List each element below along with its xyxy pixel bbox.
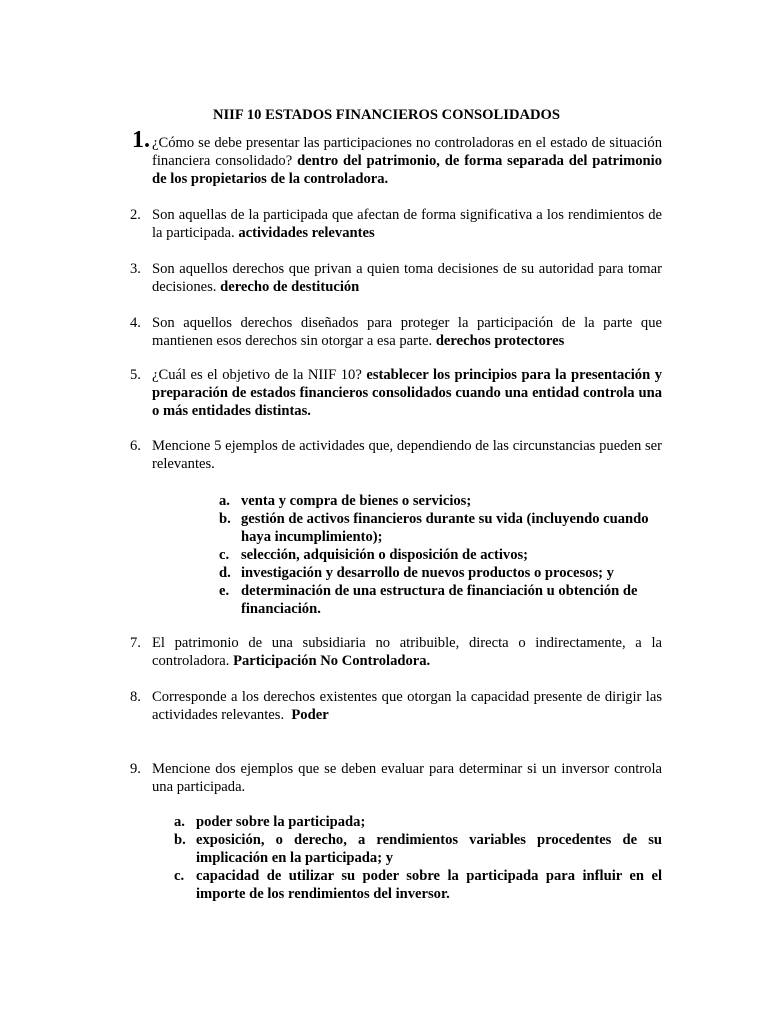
list-item xyxy=(219,492,659,510)
list-item-text: selección, adquisición o disposición de activos; xyxy=(241,547,529,563)
question-text xyxy=(152,134,662,188)
question-prompt: ¿Cómo se debe presentar las participaciones no controladoras en el estado de situación financiera consolidado? xyxy=(152,135,662,169)
question-text xyxy=(152,437,662,473)
question-text xyxy=(152,314,662,350)
question-prompt: Mencione 5 ejemplos de actividades que, dependiendo de las circunstancias pueden ser relevantes. xyxy=(152,438,662,472)
list-item-text: capacidad de utilizar su poder sobre la participada para influir en el importe de los rendimientos del inversor. xyxy=(196,868,662,902)
question-5 xyxy=(130,366,662,420)
question-number: 6. xyxy=(130,438,141,454)
list-item-text: venta y compra de bienes o servicios; xyxy=(241,493,472,509)
question-answer: derecho de destitución xyxy=(220,279,360,295)
question-answer: establecer los principios para la presentación y preparación de estados financieros consolidados cuando una entidad controla una o más entidades distintas. xyxy=(152,367,663,419)
question-prompt: Corresponde a los derechos existentes que otorgan la capacidad presente de dirigir las actividades relevantes. xyxy=(152,689,662,723)
question-prompt: Son aquellos derechos que privan a quien toma decisiones de su autoridad para tomar decisiones. xyxy=(152,261,662,295)
question-number: 7. xyxy=(130,635,141,651)
question-7 xyxy=(130,634,662,670)
document-title: NIIF 10 ESTADOS FINANCIEROS CONSOLIDADOS xyxy=(212,107,561,123)
question-6 xyxy=(130,437,662,473)
list-item xyxy=(219,510,659,546)
list-letter: b. xyxy=(219,511,231,527)
question-number: 1. xyxy=(132,127,150,153)
question-8 xyxy=(130,688,662,724)
question-text xyxy=(152,634,662,670)
question-2 xyxy=(130,206,662,242)
question-text xyxy=(152,260,662,296)
question-answer: Poder xyxy=(291,707,329,723)
question-prompt: Son aquellos derechos diseñados para proteger la participación de la parte que mantienen esos derechos sin otorgar a esa parte. xyxy=(152,315,662,349)
list-item xyxy=(174,831,662,867)
list-item-text: exposición, o derecho, a rendimientos variables procedentes de su implicación en la participada; y xyxy=(196,832,662,866)
question-answer: actividades relevantes xyxy=(238,225,375,241)
question-prompt: ¿Cuál es el objetivo de la NIIF 10? xyxy=(152,367,362,383)
activities-list xyxy=(219,492,659,618)
question-number: 4. xyxy=(130,315,141,331)
list-item xyxy=(219,546,659,564)
list-letter: d. xyxy=(219,565,231,581)
question-3 xyxy=(130,260,662,296)
question-text xyxy=(152,366,662,420)
question-text xyxy=(152,688,662,724)
list-letter: e. xyxy=(219,583,230,599)
question-9 xyxy=(130,760,662,796)
list-item xyxy=(219,582,659,618)
question-number: 8. xyxy=(130,689,141,705)
question-number: 5. xyxy=(130,367,141,383)
question-answer: Participación No Controladora. xyxy=(233,653,431,669)
list-item xyxy=(174,867,662,903)
list-item-text: investigación y desarrollo de nuevos productos o procesos; y xyxy=(241,565,614,581)
list-item xyxy=(174,813,662,831)
question-number: 9. xyxy=(130,761,141,777)
question-number: 2. xyxy=(130,207,141,223)
question-1 xyxy=(130,127,662,188)
question-number: 3. xyxy=(130,261,141,277)
question-answer: derechos protectores xyxy=(435,333,565,349)
question-text xyxy=(152,760,662,796)
list-item-text: poder sobre la participada; xyxy=(196,814,366,830)
list-item-text: gestión de activos financieros durante su vida (incluyendo cuando haya incumplimiento); xyxy=(241,511,649,545)
control-examples-list xyxy=(174,813,662,903)
list-item-text: determinación de una estructura de financiación u obtención de financiación. xyxy=(241,583,638,617)
question-text xyxy=(152,206,662,242)
question-answer: dentro del patrimonio, de forma separada del patrimonio de los propietarios de la controladora. xyxy=(152,153,662,187)
question-prompt: Son aquellas de la participada que afectan de forma significativa a los rendimientos de la participada. xyxy=(152,207,662,241)
question-prompt: El patrimonio de una subsidiaria no atribuible, directa o indirectamente, a la controladora. xyxy=(152,635,662,669)
list-letter: a. xyxy=(174,814,185,830)
question-4 xyxy=(130,314,662,350)
question-prompt: Mencione dos ejemplos que se deben evaluar para determinar si un inversor controla una participada. xyxy=(152,761,662,795)
list-letter: b. xyxy=(174,832,186,848)
list-letter: a. xyxy=(219,493,230,509)
list-item xyxy=(219,564,659,582)
list-letter: c. xyxy=(174,868,185,884)
list-letter: c. xyxy=(219,547,230,563)
